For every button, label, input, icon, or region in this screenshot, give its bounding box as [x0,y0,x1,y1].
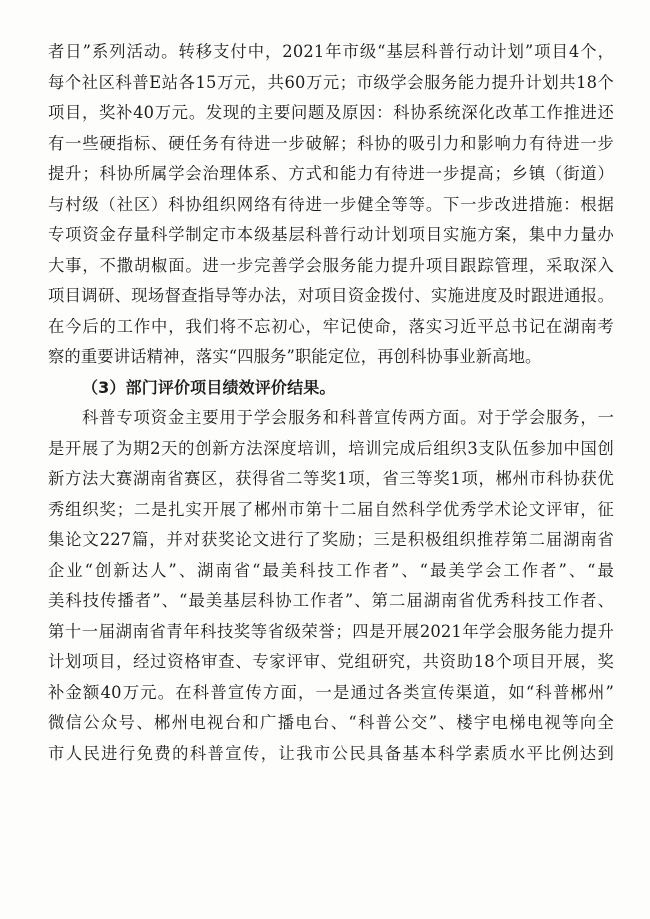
text-line: 项目，奖补40万元。发现的主要问题及原因：科协系统深化改革工作推进还 [48,103,614,122]
text-line: 第十一届湖南省青年科技奖等省级荣誉；四是开展2021年学会服务能力提升 [48,621,614,641]
text-line: 企业“创新达人”、湖南省“最美科技工作者”、“最美学会工作者”、“最 [48,560,614,580]
text-line: 有一些硬指标、硬任务有待进一步破解；科协的吸引力和影响力有待进一步 [48,133,614,153]
text-line: 与村级（社区）科协组织网络有待进一步健全等等。下一步改进措施：根据 [48,194,614,214]
text-line: 微信公众号、郴州电视台和广播电台、“科普公交”、楼宇电梯电视等向全 [48,713,614,732]
paragraph-evaluation-results [48,403,614,769]
text-line: 专项资金存量科学制定市本级基层科普行动计划项目实施方案，集中力量办 [48,225,614,244]
text-line: 秀组织奖；二是扎实开展了郴州市第十二届自然科学优秀学术论文评审，征 [48,499,614,519]
text-line: 美科技传播者”、“最美基层科协工作者”、第二届湖南省优秀科技工作者、 [48,591,614,610]
text-line: 察的重要讲话精神，落实“四服务”职能定位，再创科协事业新高地。 [48,347,542,366]
section-heading: （3）部门评价项目绩效评价结果。 [82,377,336,397]
text-line: 在今后的工作中，我们将不忘初心，牢记使命，落实习近平总书记在湖南考 [48,316,614,336]
text-line: 市人民进行免费的科普宣传，让我市公民具备基本科学素质水平比例达到 [48,743,614,763]
text-line: 是开展了为期2天的创新方法深度培训，培训完成后组织3支队伍参加中国创 [48,438,614,458]
document-body [48,37,614,769]
text-line: 大事，不撒胡椒面。进一步完善学会服务能力提升项目跟踪管理，采取深入 [48,255,614,275]
text-line: 提升；科协所属学会治理体系、方式和能力有待进一步提高；乡镇（街道） [48,164,614,183]
text-line: 科普专项资金主要用于学会服务和科普宣传两方面。对于学会服务，一 [82,408,614,427]
text-line: 计划项目，经过资格审查、专家评审、党组研究，共资助18个项目开展，奖 [48,652,614,671]
text-line: 每个社区科普E站各15万元，共60万元；市级学会服务能力提升计划共18个 [48,72,614,92]
text-line: 者日”系列活动。转移支付中，2021年市级“基层科普行动计划”项目4个， [48,42,614,61]
text-line: 项目调研、现场督查指导等办法，对项目资金拨付、实施进度及时跟进通报。 [48,286,614,305]
text-line: 补金额40万元。在科普宣传方面，一是通过各类宣传渠道，如“科普郴州” [48,682,614,702]
paragraph-issues-and-measures [48,37,614,373]
text-line: 集论文227篇，并对获奖论文进行了奖励；三是积极组织推荐第二届湖南省 [48,530,614,549]
text-line: 新方法大赛湖南省赛区，获得省二等奖1项，省三等奖1项，郴州市科协获优 [48,469,614,488]
